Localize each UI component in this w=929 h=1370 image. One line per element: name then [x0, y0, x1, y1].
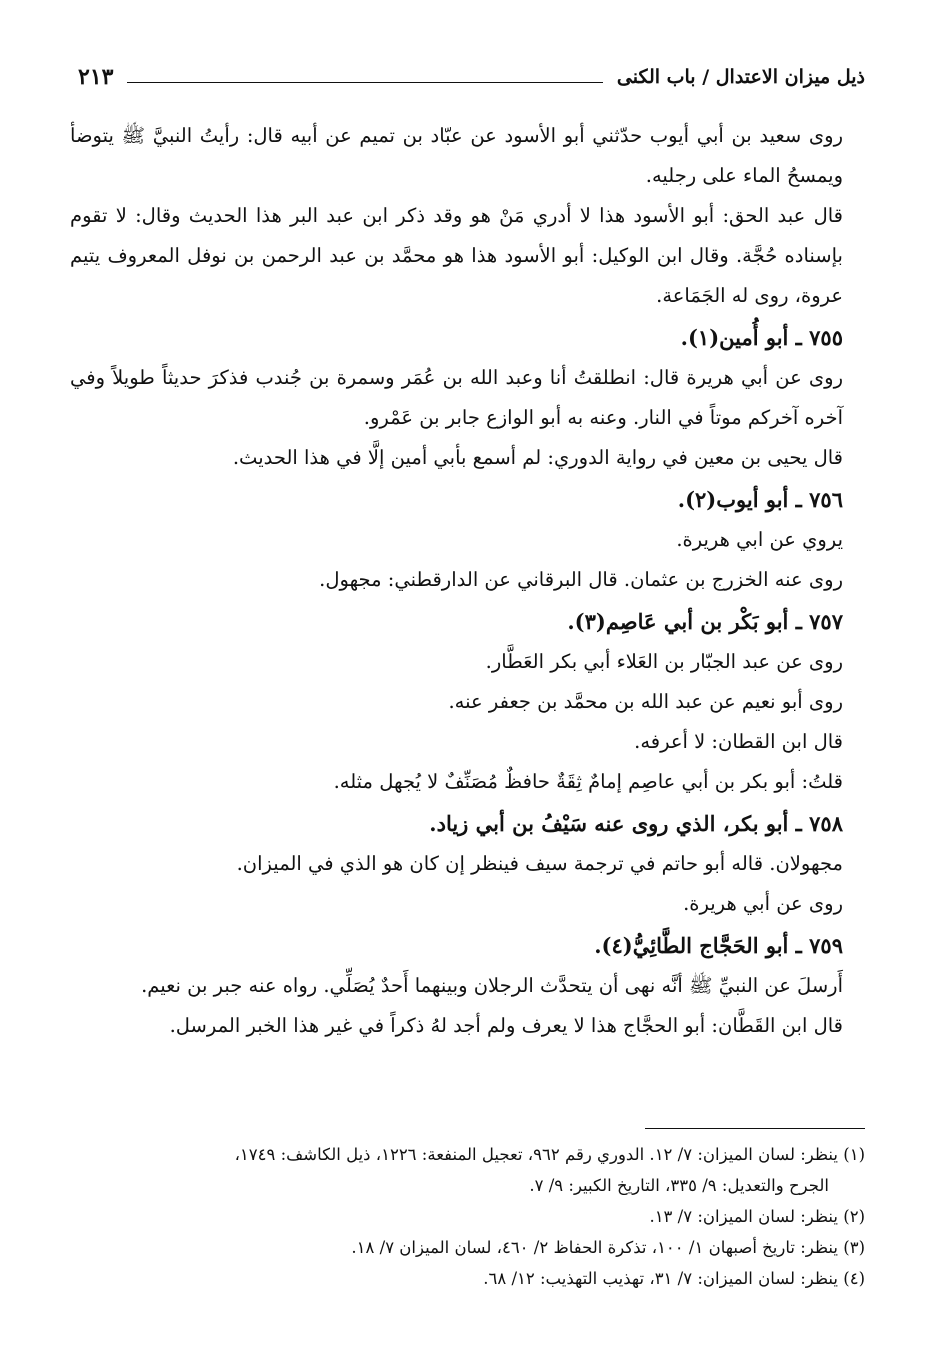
footnote-4: (٤) ينظر: لسان الميزان: ٧/ ٣١، تهذيب التهذيب: ١٢/ ٦٨. — [483, 1269, 865, 1288]
paragraph: روى عنه الخزرج بن عثمان. قال البرقاني عن الدارقطني: مجهول. — [319, 568, 843, 591]
paragraph: قلتُ: أبو بكر بن أبي عاصِم إمامٌ ثِقَةٌ حافظٌ مُصَنِّفٌ لا يُجهل مثله. — [333, 770, 843, 793]
paragraph: أَرسلَ عن النبيِّ ﷺ أنَّه نهى أن يتحدَّث الرجلان وبينهما أَحدٌ يُصَلِّي. رواه عنه جبر بن نعيم. — [141, 974, 843, 997]
paragraph: روى عن أبي هريرة قال: انطلقتُ أنا وعبد الله بن عُمَر وسمرة بن جُندب فذكرَ حديثاً طويلاً وفي آخره آخركم موتاً في النار. وعنه به أبو الوازع جابر بن عَمْرو. — [70, 366, 843, 429]
footnote-1: (١) ينظر: لسان الميزان: ٧/ ١٢. الدوري رقم ٩٦٢، تعجيل المنفعة: ١٢٢٦، ذيل الكاشف: ١٧٤٩، — [234, 1145, 865, 1164]
running-header — [78, 60, 865, 94]
paragraph: روى عن عبد الجبّار بن العَلاء أبي بكر العَطَّار. — [485, 650, 843, 673]
footnote-2: (٢) ينظر: لسان الميزان: ٧/ ١٣. — [649, 1207, 865, 1226]
entry-heading-757: ٧٥٧ ـ أبو بَكْر بن أبي عَاصِم(٣). — [567, 609, 843, 634]
page-number: ٢١٣ — [78, 64, 114, 90]
entry-heading-758: ٧٥٨ ـ أبو بكر، الذي روى عنه سَيْفُ بن أبي زياد. — [429, 811, 843, 836]
footnote-1-continuation: الجرح والتعديل: ٩/ ٣٣٥، التاريخ الكبير: ٩/ ٧. — [529, 1176, 829, 1195]
paragraph: يروي عن ابي هريرة. — [676, 528, 843, 551]
footnote-separator — [645, 1128, 865, 1129]
paragraph: روى عن أبي هريرة. — [683, 892, 843, 915]
running-title: ذيل ميزان الاعتدال / باب الكنى — [616, 66, 865, 88]
paragraph: روى أبو نعيم عن عبد الله بن محمَّد بن جعفر عنه. — [448, 690, 843, 713]
entry-heading-756: ٧٥٦ ـ أبو أيوب(٢). — [677, 487, 843, 512]
main-text — [70, 116, 865, 1046]
paragraph: قال يحيى بن معين في رواية الدوري: لم أسمع بأبي أمين إلَّا في هذا الحديث. — [232, 446, 843, 469]
footnote-3: (٣) ينظر: تاريخ أصبهان ١/ ١٠٠، تذكرة الحفاظ ٢/ ٤٦٠، لسان الميزان ٧/ ١٨. — [351, 1238, 865, 1257]
paragraph: قال عبد الحق: أبو الأسود هذا لا أدري مَنْ هو وقد ذكر ابن عبد البر هذا الحديث وقال: لا تقوم بإسناده حُجَّة. وقال ابن الوكيل: أبو الأسود هذا هو محمَّد بن عبد الرحمن بن نوفل المعروف يتيم عروة، روى له الجَمَاعة. — [70, 204, 843, 307]
paragraph: مجهولان. قاله أبو حاتم في ترجمة سيف فينظر إن كان هو الذي في الميزان. — [236, 852, 843, 875]
entry-heading-755: ٧٥٥ ـ أبو أُمين(١). — [680, 325, 843, 350]
paragraph: قال ابن القطان: لا أعرفه. — [634, 730, 843, 753]
entry-heading-759: ٧٥٩ ـ أبو الحَجَّاج الطَّائِيُّ(٤). — [594, 933, 843, 958]
footnotes — [70, 1139, 865, 1294]
paragraph: قال ابن القَطَّان: أبو الحجَّاج هذا لا يعرف ولم أجد لهُ ذكراً في غير هذا الخبر المرسل. — [169, 1014, 843, 1037]
paragraph: روى سعيد بن أبي أيوب حدّثني أبو الأسود عن عبّاد بن تميم عن أبيه قال: رأيتُ النبيَّ ﷺ يتوضأ ويمسحُ الماء على رجليه. — [70, 124, 843, 187]
header-rule — [127, 82, 602, 83]
